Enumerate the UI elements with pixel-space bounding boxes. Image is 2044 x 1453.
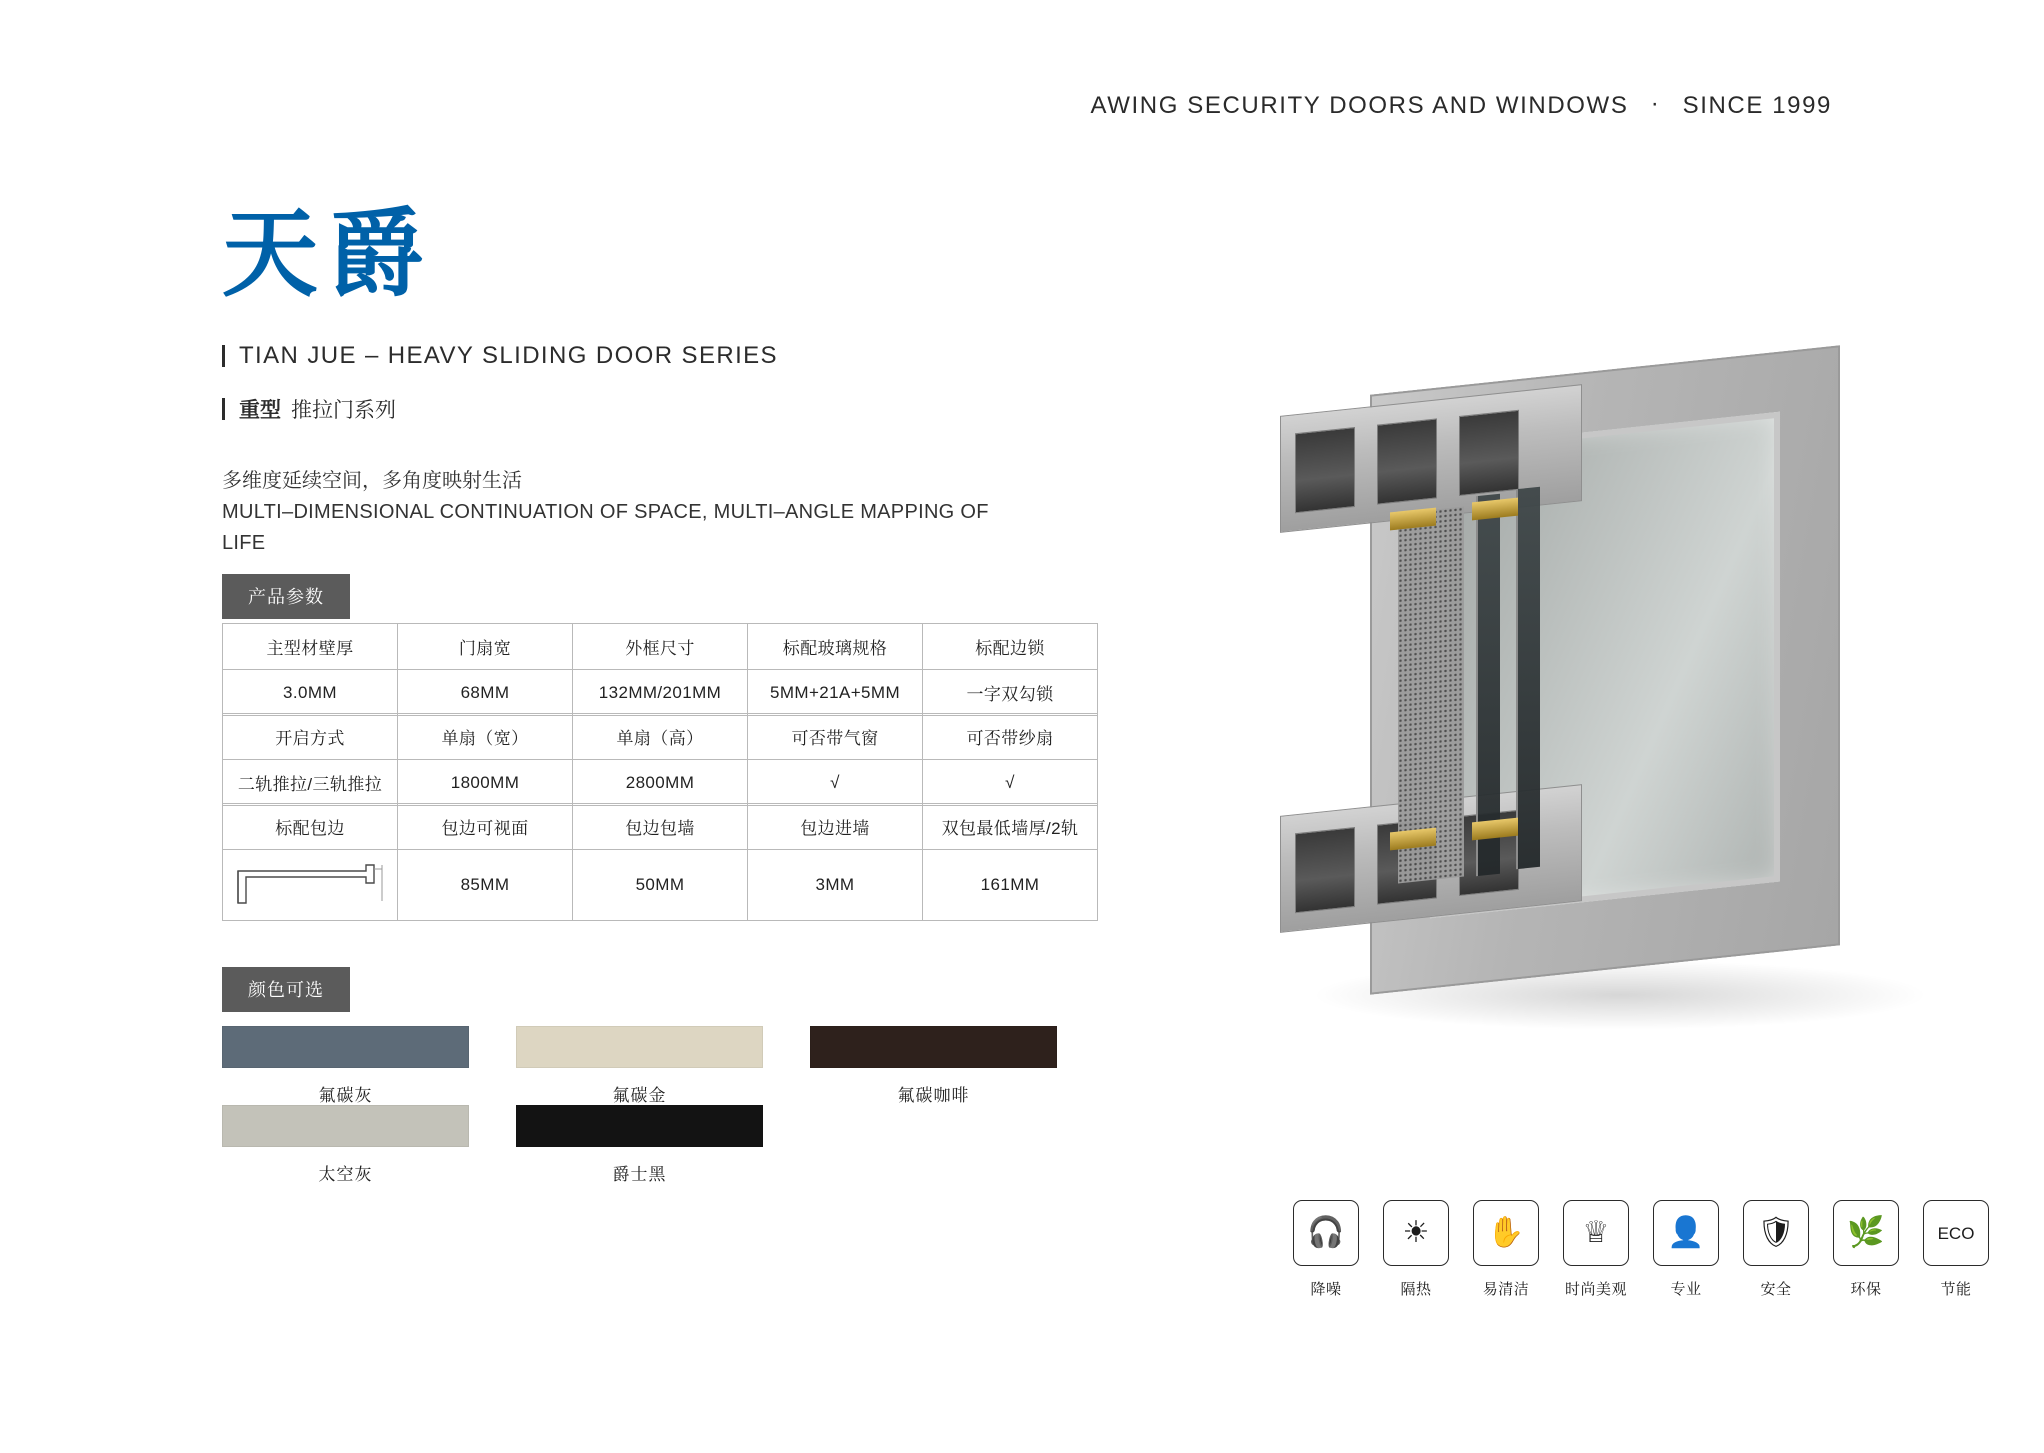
slogan-block (222, 466, 1022, 559)
table-header-cell: 开启方式 (223, 714, 398, 760)
table-cell: 161MM (923, 850, 1098, 921)
feature-label: 节能 (1940, 1281, 1972, 1298)
feature-label: 专业 (1670, 1281, 1702, 1298)
table-cell: 3.0MM (223, 670, 398, 716)
color-swatch (516, 1105, 763, 1147)
parameter-table-3 (222, 803, 1098, 921)
edge-trim-profile-icon (234, 863, 386, 907)
edge-trim-profile-svg (234, 863, 386, 907)
table-header-row (223, 714, 1098, 760)
rail-slot (1295, 827, 1355, 913)
feature-item (1383, 1200, 1449, 1299)
table-header-cell: 包边包墙 (573, 804, 748, 850)
feature-item (1743, 1200, 1809, 1299)
series-label: 推拉门系列 (291, 399, 396, 422)
profile-diagram-cell (223, 850, 398, 921)
slogan-cn: 多维度延续空间，多角度映射生活 (222, 470, 522, 492)
color-label: 爵士黑 (612, 1165, 667, 1184)
feature-label: 环保 (1850, 1281, 1882, 1298)
color-swatch-item[interactable] (222, 1105, 469, 1185)
header-since: SINCE 1999 (1682, 92, 1832, 119)
glass-pane (1516, 487, 1540, 870)
brand-name-en (222, 342, 1022, 370)
screen-mesh-panel (1398, 507, 1464, 884)
table-header-cell: 主型材壁厚 (223, 624, 398, 670)
table-cell: 132MM/201MM (573, 670, 748, 716)
color-swatch (222, 1105, 469, 1147)
table-cell: 2800MM (573, 760, 748, 806)
shield-icon: 🛡 (1743, 1200, 1809, 1266)
feature-item (1833, 1200, 1899, 1299)
product-image (1280, 360, 1970, 1040)
color-swatch (516, 1026, 763, 1068)
table-header-row (223, 804, 1098, 850)
feature-item (1563, 1200, 1629, 1299)
title-block (222, 198, 1022, 559)
table-cell: 50MM (573, 850, 748, 921)
table-row (223, 850, 1098, 921)
feature-item (1653, 1200, 1719, 1299)
page-header (1091, 92, 1832, 120)
table-cell: 3MM (748, 850, 923, 921)
color-swatch (222, 1026, 469, 1068)
rail-slot (1377, 418, 1437, 504)
table-header-cell: 可否带纱扇 (923, 714, 1098, 760)
feature-item (1473, 1200, 1539, 1299)
feature-icon-row (1293, 1200, 1989, 1299)
wipe-clean-icon: ✋ (1473, 1200, 1539, 1266)
color-swatch-item[interactable] (222, 1026, 469, 1106)
feature-label: 降噪 (1310, 1281, 1342, 1298)
feature-item (1923, 1200, 1989, 1299)
table-cell: √ (923, 760, 1098, 806)
eco-icon: ECO (1923, 1200, 1989, 1266)
table-header-row (223, 624, 1098, 670)
brand-name-en-text: TIAN JUE – HEAVY SLIDING DOOR SERIES (239, 342, 778, 369)
color-label: 氟碳灰 (318, 1086, 373, 1105)
feature-label: 时尚美观 (1564, 1281, 1627, 1298)
table-cell: √ (748, 760, 923, 806)
leaf-icon: 🌿 (1833, 1200, 1899, 1266)
table-header-cell: 外框尺寸 (573, 624, 748, 670)
person-badge-icon: 👤 (1653, 1200, 1719, 1266)
table-cell: 68MM (398, 670, 573, 716)
table-row (223, 760, 1098, 806)
table-header-cell: 门扇宽 (398, 624, 573, 670)
color-label: 氟碳金 (612, 1086, 667, 1105)
color-swatch-item[interactable] (516, 1105, 763, 1185)
accent-bar-icon (222, 345, 225, 367)
table-cell: 1800MM (398, 760, 573, 806)
table-cell: 85MM (398, 850, 573, 921)
sun-heat-icon: ☀ (1383, 1200, 1449, 1266)
table-header-cell: 标配边锁 (923, 624, 1098, 670)
table-cell: 5MM+21A+5MM (748, 670, 923, 716)
table-cell: 一字双勾锁 (923, 670, 1098, 716)
brand-name-cn: 天爵 (222, 198, 434, 310)
table-header-cell: 包边可视面 (398, 804, 573, 850)
parameter-table-1 (222, 623, 1098, 716)
slogan-en: MULTI–DIMENSIONAL CONTINUATION OF SPACE, MULTI–ANGLE MAPPING OF LIFE (222, 501, 989, 554)
feature-item (1293, 1200, 1359, 1299)
color-label: 太空灰 (318, 1165, 373, 1184)
table-cell: 二轨推拉/三轨推拉 (223, 760, 398, 806)
color-swatch-item[interactable] (810, 1026, 1057, 1106)
series-line (222, 394, 1022, 424)
table-header-cell: 单扇（宽） (398, 714, 573, 760)
section-tag-colors: 颜色可选 (222, 967, 350, 1012)
color-swatch-item[interactable] (516, 1026, 763, 1106)
table-header-cell: 单扇（高） (573, 714, 748, 760)
color-label: 氟碳咖啡 (897, 1086, 970, 1105)
section-tag-parameters: 产品参数 (222, 574, 350, 619)
table-row (223, 670, 1098, 716)
header-separator: · (1650, 90, 1661, 117)
table-header-cell: 包边进墙 (748, 804, 923, 850)
rail-slot (1459, 410, 1519, 496)
feature-label: 隔热 (1400, 1281, 1432, 1298)
parameter-table-2 (222, 713, 1098, 806)
feature-label: 易清洁 (1482, 1281, 1530, 1298)
series-weight-label: 重型 (239, 399, 281, 422)
feature-label: 安全 (1760, 1281, 1792, 1298)
table-header-cell: 标配玻璃规格 (748, 624, 923, 670)
table-header-cell: 双包最低墙厚/2轨 (923, 804, 1098, 850)
table-header-cell: 可否带气窗 (748, 714, 923, 760)
table-header-cell: 标配包边 (223, 804, 398, 850)
crown-icon: ♕ (1563, 1200, 1629, 1266)
header-brand: AWING SECURITY DOORS AND WINDOWS (1090, 92, 1629, 119)
accent-bar-icon-2 (222, 398, 225, 420)
headphones-icon: 🎧 (1293, 1200, 1359, 1266)
rail-slot (1295, 427, 1355, 513)
color-swatch (810, 1026, 1057, 1068)
